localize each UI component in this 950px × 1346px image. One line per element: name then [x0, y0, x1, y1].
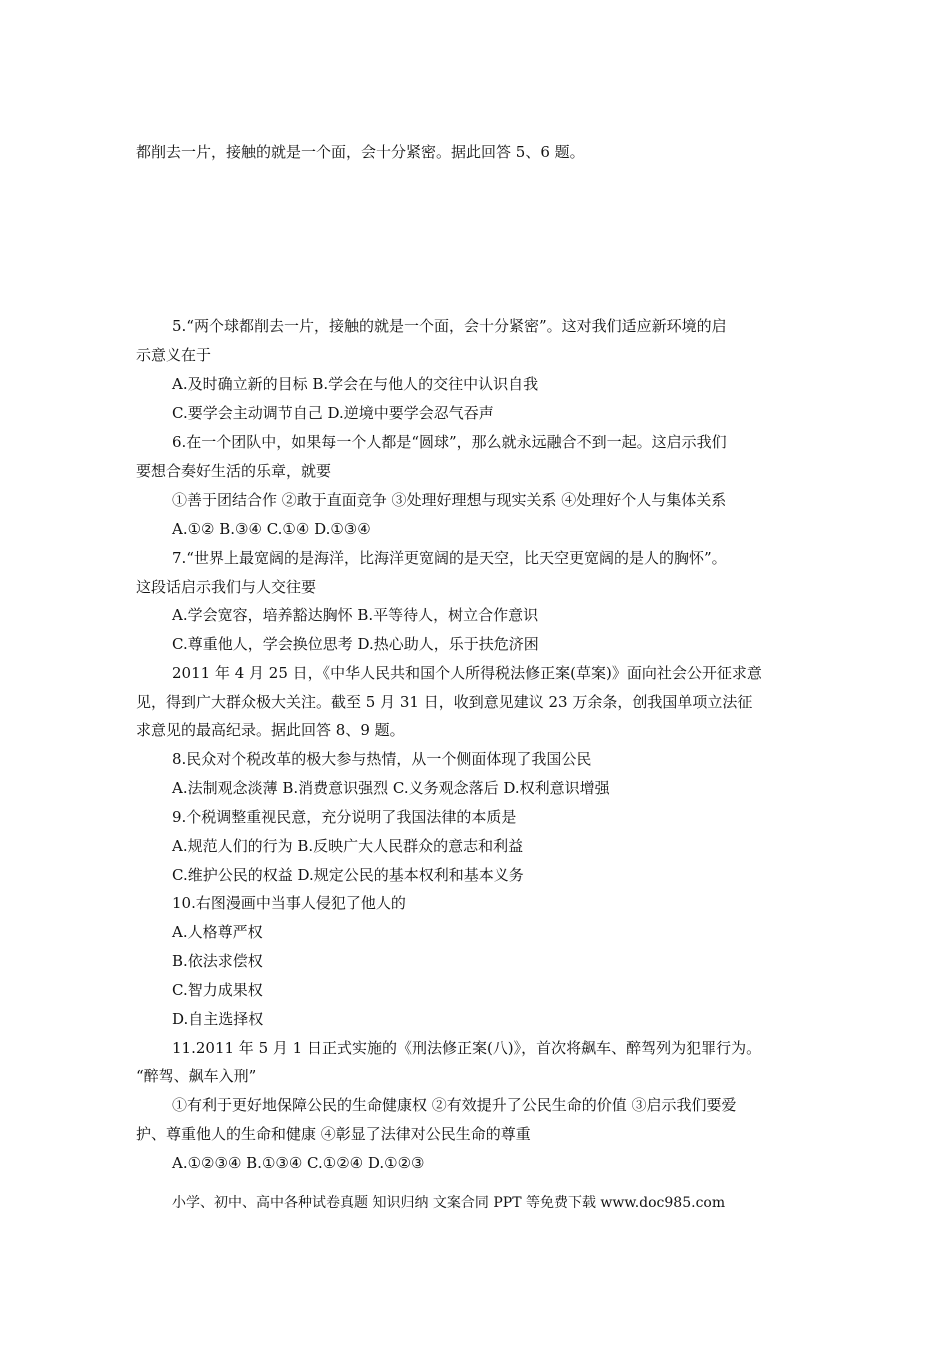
option-line: ①有利于更好地保障公民的生命健康权 ②有效提升了公民生命的价值 ③启示我们要爱 — [172, 1096, 737, 1114]
option-line: A.规范人们的行为 B.反映广大人民群众的意志和利益 — [172, 837, 524, 855]
text-line: 要想合奏好生活的乐章，就要 — [136, 462, 332, 480]
text-line: 示意义在于 — [136, 346, 212, 364]
option-line: ①善于团结合作 ②敢于直面竞争 ③处理好理想与现实关系 ④处理好个人与集体关系 — [172, 491, 727, 509]
option-line: A.①②③④ B.①③④ C.①②④ D.①②③ — [172, 1154, 425, 1172]
text-line: “醉驾、飙车入刑” — [136, 1067, 257, 1085]
option-line: C.要学会主动调节自己 D.逆境中要学会忍气吞声 — [172, 404, 494, 422]
page-footer: 小学、初中、高中各种试卷真题 知识归纳 文案合同 PPT 等免费下载 www.doc985.com — [172, 1195, 726, 1211]
option-line: A.学会宽容，培养豁达胸怀 B.平等待人，树立合作意识 — [172, 606, 539, 624]
text-line: 见，得到广大群众极大关注。截至 5 月 31 日，收到意见建议 23 万余条，创我国单项立法征 — [136, 693, 753, 711]
question-10: 10.右图漫画中当事人侵犯了他人的 — [172, 894, 406, 912]
option-line: A.人格尊严权 — [172, 923, 263, 941]
text-line: 护、尊重他人的生命和健康 ④彰显了法律对公民生命的尊重 — [136, 1125, 531, 1143]
text-line: 求意见的最高纪录。据此回答 8、9 题。 — [136, 721, 405, 739]
option-line: C.尊重他人，学会换位思考 D.热心助人，乐于扶危济困 — [172, 635, 539, 653]
option-line: A.①② B.③④ C.①④ D.①③④ — [172, 520, 371, 538]
text-line: 这段话启示我们与人交往要 — [136, 578, 317, 596]
option-line: A.法制观念淡薄 B.消费意识强烈 C.义务观念落后 D.权利意识增强 — [172, 779, 610, 797]
question-9: 9.个税调整重视民意，充分说明了我国法律的本质是 — [172, 808, 517, 826]
text-line: 都削去一片，接触的就是一个面，会十分紧密。据此回答 5、6 题。 — [136, 143, 585, 161]
question-5: 5.“两个球都削去一片，接触的就是一个面，会十分紧密”。这对我们适应新环境的启 — [172, 317, 727, 335]
question-8: 8.民众对个税改革的极大参与热情，从一个侧面体现了我国公民 — [172, 750, 592, 768]
question-7: 7.“世界上最宽阔的是海洋，比海洋更宽阔的是天空，比天空更宽阔的是人的胸怀”。 — [172, 549, 727, 567]
option-line: B.依法求偿权 — [172, 952, 263, 970]
option-line: C.智力成果权 — [172, 981, 263, 999]
option-line: A.及时确立新的目标 B.学会在与他人的交往中认识自我 — [172, 375, 539, 393]
question-6: 6.在一个团队中，如果每一个人都是“圆球”，那么就永远融合不到一起。这启示我们 — [172, 433, 727, 451]
option-line: C.维护公民的权益 D.规定公民的基本权利和基本义务 — [172, 866, 524, 884]
option-line: D.自主选择权 — [172, 1010, 264, 1028]
question-11: 11.2011 年 5 月 1 日正式实施的《刑法修正案(八)》，首次将飙车、醉驾列为犯罪行为。 — [172, 1039, 762, 1057]
passage-line: 2011 年 4 月 25 日，《中华人民共和国个人所得税法修正案(草案)》面向社会公开征求意 — [172, 664, 762, 682]
